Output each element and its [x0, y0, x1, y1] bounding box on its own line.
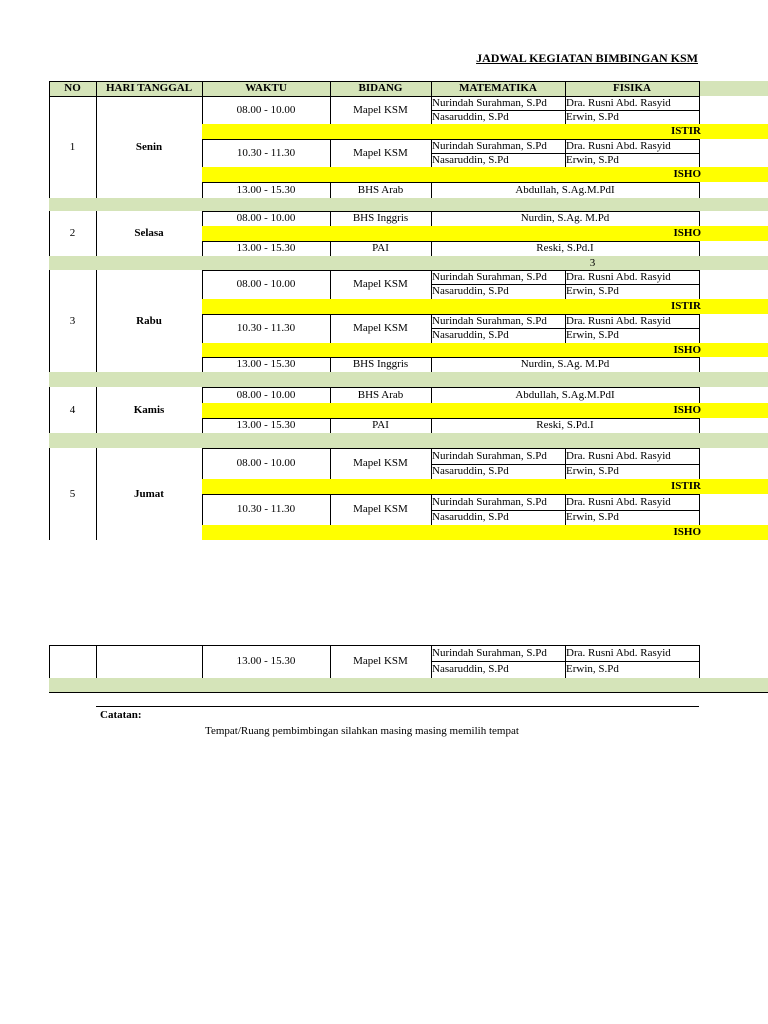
grid-line — [49, 81, 50, 96]
grid-line — [330, 494, 331, 525]
grid-line — [202, 494, 699, 495]
jumat-session-3-time: 13.00 - 15.30 — [236, 655, 296, 667]
grid-line — [49, 270, 50, 372]
grid-line — [431, 211, 432, 226]
grid-line — [431, 357, 432, 372]
kamis-session-1-teacher: Abdullah, S.Ag.M.PdI — [515, 388, 615, 401]
grid-line — [699, 241, 700, 256]
selasa-session-1-time: 08.00 - 10.00 — [236, 212, 296, 224]
selasa-prayer-label: ISHO — [673, 227, 701, 239]
grid-line — [431, 448, 432, 479]
jumat-session-1-time: 08.00 - 10.00 — [236, 457, 296, 469]
senin-session-1-physics-teacher-2: Erwin, S.Pd — [566, 110, 619, 123]
grid-line — [96, 448, 97, 540]
jumat-session-2-math-teacher-2: Nasaruddin, S.Pd — [432, 511, 509, 523]
kamis-session-1-subject: BHS Arab — [357, 388, 404, 401]
senin-prayer-label: ISHO — [673, 168, 701, 180]
grid-line — [202, 241, 203, 256]
grid-line — [202, 241, 699, 242]
grid-line — [431, 645, 432, 678]
grid-line — [96, 387, 97, 433]
grid-line — [202, 645, 699, 646]
grid-line — [699, 314, 700, 343]
header-no: NO — [64, 82, 81, 94]
rabu-session-2-time: 10.30 - 11.30 — [236, 322, 296, 334]
grid-line — [96, 706, 699, 707]
grid-line — [431, 387, 432, 403]
grid-line — [96, 96, 97, 198]
grid-line — [202, 182, 699, 183]
senin-session-3-subject: BHS Arab — [357, 183, 404, 196]
catatan-text: Tempat/Ruang pembimbingan silahkan masing masing memilih tempat — [205, 725, 519, 737]
selasa-session-3-time: 13.00 - 15.30 — [236, 242, 296, 254]
grid-line — [699, 139, 700, 167]
jumat-prayer-label: ISHO — [673, 526, 701, 538]
day-number: 1 — [69, 140, 76, 153]
grid-line — [49, 645, 202, 646]
rabu-session-3-time: 13.00 - 15.30 — [236, 358, 296, 370]
rabu-session-1-physics-teacher-2: Erwin, S.Pd — [566, 285, 619, 297]
grid-line — [431, 314, 432, 343]
jumat-session-1-math-teacher-1: Nurindah Surahman, S.Pd — [432, 449, 547, 462]
day-number: 3 — [69, 314, 76, 327]
grid-line — [565, 81, 566, 96]
senin-session-1-subject: Mapel KSM — [353, 103, 408, 116]
grid-line — [431, 81, 432, 96]
grid-line — [330, 211, 331, 226]
day-number: 4 — [69, 403, 76, 416]
grid-line — [330, 418, 331, 433]
jumat-session-2-physics-teacher-1: Dra. Rusni Abd. Rasyid — [566, 495, 671, 508]
grid-line — [49, 448, 50, 540]
jumat-session-1-physics-teacher-2: Erwin, S.Pd — [566, 465, 619, 477]
rabu-session-1-math-teacher-1: Nurindah Surahman, S.Pd — [432, 270, 547, 283]
grid-line — [699, 448, 700, 479]
grid-line — [699, 645, 700, 678]
jumat-session-1-subject: Mapel KSM — [353, 457, 408, 469]
grid-line — [330, 357, 331, 372]
grid-line — [330, 270, 331, 299]
header-matematika: MATEMATIKA — [459, 82, 537, 94]
grid-line — [431, 270, 432, 299]
header-fisika: FISIKA — [613, 82, 651, 94]
senin-session-2-math-teacher-1: Nurindah Surahman, S.Pd — [432, 139, 547, 152]
grid-line — [202, 314, 203, 343]
day-name: Jumat — [134, 487, 164, 500]
grid-line — [202, 645, 203, 678]
grid-line — [699, 270, 700, 299]
separator-band — [49, 372, 768, 387]
grid-line — [49, 645, 50, 678]
grid-line — [699, 357, 700, 372]
grid-line — [431, 96, 432, 124]
day-number: 2 — [69, 227, 76, 239]
jumat-session-3-math-teacher-1: Nurindah Surahman, S.Pd — [432, 646, 547, 659]
grid-line — [330, 241, 331, 256]
rabu-session-2-subject: Mapel KSM — [353, 322, 408, 334]
header-waktu: WAKTU — [245, 82, 287, 94]
separator-band — [49, 433, 768, 448]
grid-line — [699, 211, 700, 226]
grid-line — [431, 494, 432, 525]
grid-line — [202, 96, 699, 97]
senin-session-2-math-teacher-2: Nasaruddin, S.Pd — [432, 153, 509, 166]
grid-line — [565, 448, 566, 479]
grid-line — [330, 314, 331, 343]
grid-line — [202, 139, 699, 140]
grid-line — [699, 387, 700, 403]
jumat-session-2-subject: Mapel KSM — [353, 503, 408, 515]
separator-band — [49, 198, 768, 211]
document-title: JADWAL KEGIATAN BIMBINGAN KSM — [476, 51, 698, 65]
grid-line — [202, 270, 203, 299]
senin-session-2-physics-teacher-2: Erwin, S.Pd — [566, 153, 619, 166]
day-name: Senin — [135, 140, 163, 153]
page-number: 3 — [589, 256, 596, 269]
grid-line — [96, 81, 97, 96]
catatan-label: Catatan: — [100, 709, 142, 721]
grid-line — [330, 139, 331, 167]
grid-line — [49, 81, 699, 82]
senin-session-3-time: 13.00 - 15.30 — [236, 183, 296, 196]
selasa-session-1-teacher: Nurdin, S.Ag. M.Pd — [520, 212, 610, 224]
grid-line — [49, 387, 50, 433]
selasa-session-1-subject: BHS Inggris — [352, 212, 409, 224]
jumat-session-3-math-teacher-2: Nasaruddin, S.Pd — [432, 663, 509, 675]
grid-line — [202, 448, 699, 449]
senin-session-1-time: 08.00 - 10.00 — [236, 103, 296, 116]
rabu-session-1-math-teacher-2: Nasaruddin, S.Pd — [432, 285, 509, 297]
grid-line — [202, 357, 699, 358]
grid-line — [699, 494, 700, 525]
grid-line — [202, 418, 203, 433]
kamis-session-3-teacher: Reski, S.Pd.I — [536, 419, 594, 431]
grid-line — [49, 211, 50, 256]
kamis-prayer-label: ISHO — [673, 404, 701, 416]
grid-line — [565, 645, 566, 678]
grid-line — [565, 139, 566, 167]
grid-line — [96, 645, 97, 678]
grid-line — [202, 387, 699, 388]
header-bidang: BIDANG — [358, 82, 403, 94]
jumat-break-label: ISTIR — [671, 480, 701, 492]
grid-line — [699, 96, 700, 124]
grid-line — [202, 494, 203, 525]
grid-line — [699, 81, 700, 96]
grid-line — [565, 494, 566, 525]
grid-line — [202, 211, 699, 212]
senin-session-1-math-teacher-1: Nurindah Surahman, S.Pd — [432, 96, 547, 109]
grid-line — [699, 418, 700, 433]
senin-session-2-time: 10.30 - 11.30 — [236, 146, 296, 159]
jumat-session-1-math-teacher-2: Nasaruddin, S.Pd — [432, 465, 509, 477]
grid-line — [96, 211, 97, 256]
senin-session-2-subject: Mapel KSM — [353, 146, 408, 159]
senin-session-3-teacher: Abdullah, S.Ag.M.PdI — [515, 183, 615, 196]
day-name: Selasa — [134, 227, 164, 239]
grid-line — [330, 81, 331, 96]
grid-line — [202, 357, 203, 372]
grid-line — [202, 448, 203, 479]
rabu-session-2-physics-teacher-2: Erwin, S.Pd — [566, 329, 619, 341]
grid-line — [49, 692, 768, 693]
jumat-session-3-physics-teacher-2: Erwin, S.Pd — [566, 663, 619, 675]
jumat-session-2-physics-teacher-2: Erwin, S.Pd — [566, 511, 619, 523]
rabu-session-3-subject: BHS Inggris — [352, 358, 409, 370]
grid-line — [330, 96, 331, 124]
grid-line — [202, 96, 203, 124]
senin-session-2-physics-teacher-1: Dra. Rusni Abd. Rasyid — [566, 139, 671, 152]
rabu-session-1-time: 08.00 - 10.00 — [236, 278, 296, 290]
grid-line — [330, 645, 331, 678]
rabu-break-label: ISTIR — [671, 300, 701, 312]
grid-line — [49, 96, 50, 198]
rabu-session-3-teacher: Nurdin, S.Ag. M.Pd — [520, 358, 610, 370]
rabu-prayer-label: ISHO — [673, 343, 701, 356]
grid-line — [202, 139, 203, 167]
grid-line — [202, 270, 699, 271]
senin-session-1-physics-teacher-1: Dra. Rusni Abd. Rasyid — [566, 96, 671, 109]
grid-line — [431, 182, 432, 198]
grid-line — [330, 387, 331, 403]
day-name: Kamis — [133, 403, 165, 416]
kamis-session-1-time: 08.00 - 10.00 — [236, 388, 296, 401]
grid-line — [565, 270, 566, 299]
grid-line — [202, 182, 203, 198]
rabu-session-2-math-teacher-2: Nasaruddin, S.Pd — [432, 329, 509, 341]
grid-line — [699, 182, 700, 198]
jumat-session-2-math-teacher-1: Nurindah Surahman, S.Pd — [432, 495, 547, 508]
grid-line — [565, 314, 566, 343]
kamis-session-3-subject: PAI — [372, 419, 389, 431]
senin-break-label: ISTIR — [671, 125, 701, 137]
grid-line — [202, 387, 203, 403]
jumat-session-2-time: 10.30 - 11.30 — [236, 503, 296, 515]
kamis-session-3-time: 13.00 - 15.30 — [236, 419, 296, 431]
separator-band — [49, 678, 768, 692]
selasa-session-3-subject: PAI — [372, 242, 389, 254]
grid-line — [202, 81, 203, 96]
grid-line — [202, 211, 203, 226]
grid-line — [565, 96, 566, 124]
day-number: 5 — [69, 487, 76, 500]
jumat-session-3-subject: Mapel KSM — [353, 655, 408, 667]
jumat-session-3-physics-teacher-1: Dra. Rusni Abd. Rasyid — [566, 646, 671, 659]
grid-line — [96, 270, 97, 372]
grid-line — [202, 314, 699, 315]
jumat-session-1-physics-teacher-1: Dra. Rusni Abd. Rasyid — [566, 449, 671, 462]
grid-line — [431, 418, 432, 433]
rabu-session-2-physics-teacher-1: Dra. Rusni Abd. Rasyid — [566, 314, 671, 327]
rabu-session-2-math-teacher-1: Nurindah Surahman, S.Pd — [432, 314, 547, 327]
grid-line — [202, 418, 699, 419]
grid-line — [330, 448, 331, 479]
grid-line — [431, 241, 432, 256]
senin-session-1-math-teacher-2: Nasaruddin, S.Pd — [432, 110, 509, 123]
rabu-session-1-subject: Mapel KSM — [353, 278, 408, 290]
header-hari-tanggal: HARI TANGGAL — [105, 82, 193, 94]
day-name: Rabu — [136, 314, 162, 327]
grid-line — [431, 139, 432, 167]
grid-line — [330, 182, 331, 198]
rabu-session-1-physics-teacher-1: Dra. Rusni Abd. Rasyid — [566, 270, 671, 283]
selasa-session-3-teacher: Reski, S.Pd.I — [536, 242, 594, 254]
